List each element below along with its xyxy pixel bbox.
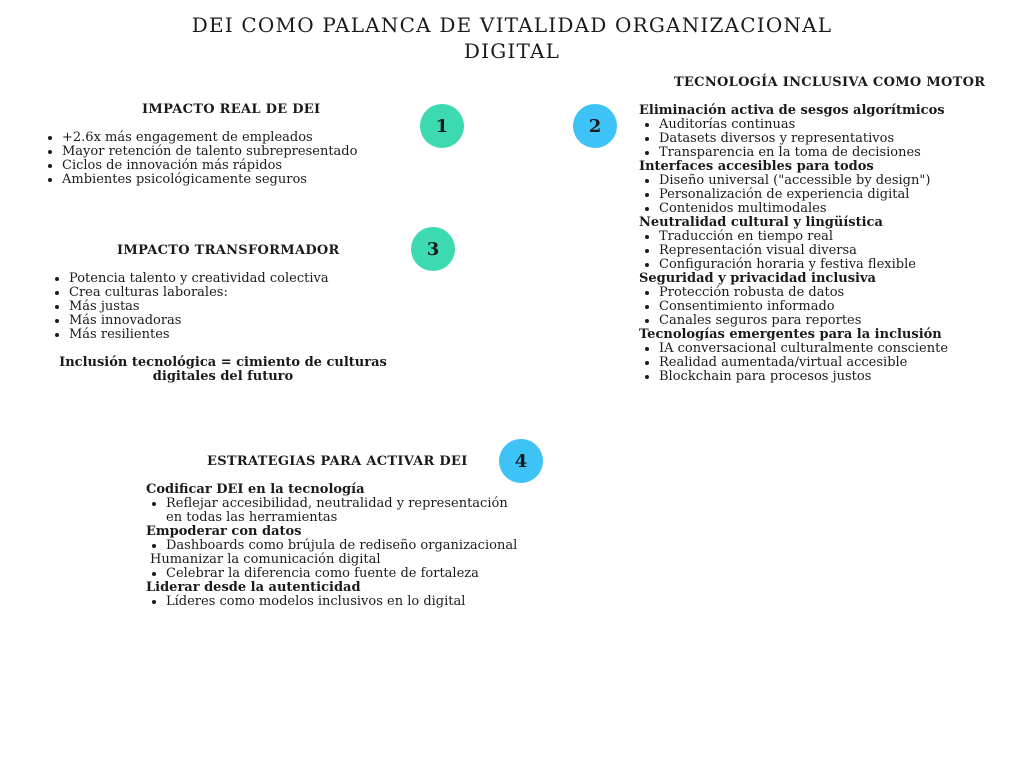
list-item: • Mayor retención de talento subrepresentado xyxy=(62,145,442,159)
group-title: Liderar desde la autenticidad xyxy=(146,580,361,595)
list-item xyxy=(166,497,526,525)
step-badge-1: 1 xyxy=(420,104,464,148)
list-item: • +2.6x más engagement de empleados xyxy=(62,131,442,145)
list-item: • Más justas xyxy=(69,300,429,314)
list-item: • Configuración horaria y festiva flexible xyxy=(659,258,1009,272)
conclusion-line-2: digitales del futuro xyxy=(152,369,294,384)
conclusion-line-1: Inclusión tecnológica = cimiento de culturas xyxy=(59,355,387,370)
tecnologia-groups xyxy=(639,104,1009,384)
impacto-real-heading: IMPACTO REAL DE DEI xyxy=(142,102,321,117)
list-item: • Protección robusta de datos xyxy=(659,286,1009,300)
impacto-real-list xyxy=(42,131,442,187)
list-item: • IA conversacional culturalmente consciente xyxy=(659,342,1009,356)
list-item: • Contenidos multimodales xyxy=(659,202,1009,216)
list-item: • Ambientes psicológicamente seguros xyxy=(62,173,442,187)
inclusion-conclusion xyxy=(58,356,388,384)
tecnologia-heading: TECNOLOGÍA INCLUSIVA COMO MOTOR xyxy=(674,75,986,90)
step-badge-3: 3 xyxy=(411,227,455,271)
list-item: • Datasets diversos y representativos xyxy=(659,132,1009,146)
page-title-line-2: DIGITAL xyxy=(463,39,561,63)
list-item: • Crea culturas laborales: xyxy=(69,286,429,300)
list-item: • Más resilientes xyxy=(69,328,429,342)
list-item: • Personalización de experiencia digital xyxy=(659,188,1009,202)
list-item: • Representación visual diversa xyxy=(659,244,1009,258)
list-item: • Más innovadoras xyxy=(69,314,429,328)
group-title: Empoderar con datos xyxy=(146,524,302,539)
list-item: • Líderes como modelos inclusivos en lo digital xyxy=(166,595,526,609)
list-item: • Ciclos de innovación más rápidos xyxy=(62,159,442,173)
list-item: • Canales seguros para reportes xyxy=(659,314,1009,328)
group-title: Seguridad y privacidad inclusiva xyxy=(639,271,876,286)
list-item: • Transparencia en la toma de decisiones xyxy=(659,146,1009,160)
list-item: • Blockchain para procesos justos xyxy=(659,370,1009,384)
group-title: Tecnologías emergentes para la inclusión xyxy=(639,327,942,342)
group-title: Codificar DEI en la tecnología xyxy=(146,482,365,497)
page-title xyxy=(150,12,874,64)
list-item: • Consentimiento informado xyxy=(659,300,1009,314)
group-title: Eliminación activa de sesgos algorítmicos xyxy=(639,103,945,118)
estrategias-groups xyxy=(146,483,526,609)
list-item: • Dashboards como brújula de rediseño organizacional xyxy=(166,539,526,553)
list-item: • Realidad aumentada/virtual accesible xyxy=(659,356,1009,370)
group-title: Interfaces accesibles para todos xyxy=(639,159,874,174)
list-item-line: en todas las herramientas xyxy=(166,510,338,525)
list-item: • Diseño universal ("accessible by design") xyxy=(659,174,1009,188)
list-item: • Auditorías continuas xyxy=(659,118,1009,132)
group-title: Humanizar la comunicación digital xyxy=(150,552,381,567)
step-badge-2: 2 xyxy=(573,104,617,148)
group-title: Neutralidad cultural y lingüística xyxy=(639,215,883,230)
list-item: • Traducción en tiempo real xyxy=(659,230,1009,244)
step-badge-4: 4 xyxy=(499,439,543,483)
list-item: • Potencia talento y creatividad colectiva xyxy=(69,272,429,286)
page-title-line-1: DEI COMO PALANCA DE VITALIDAD ORGANIZACIONAL xyxy=(191,13,833,37)
impacto-transformador-list xyxy=(49,272,429,342)
list-item-line: Reflejar accesibilidad, neutralidad y representación xyxy=(166,496,508,511)
impacto-transformador-heading: IMPACTO TRANSFORMADOR xyxy=(117,243,340,258)
list-item: • Celebrar la diferencia como fuente de fortaleza xyxy=(166,567,526,581)
estrategias-heading: ESTRATEGIAS PARA ACTIVAR DEI xyxy=(207,454,468,469)
